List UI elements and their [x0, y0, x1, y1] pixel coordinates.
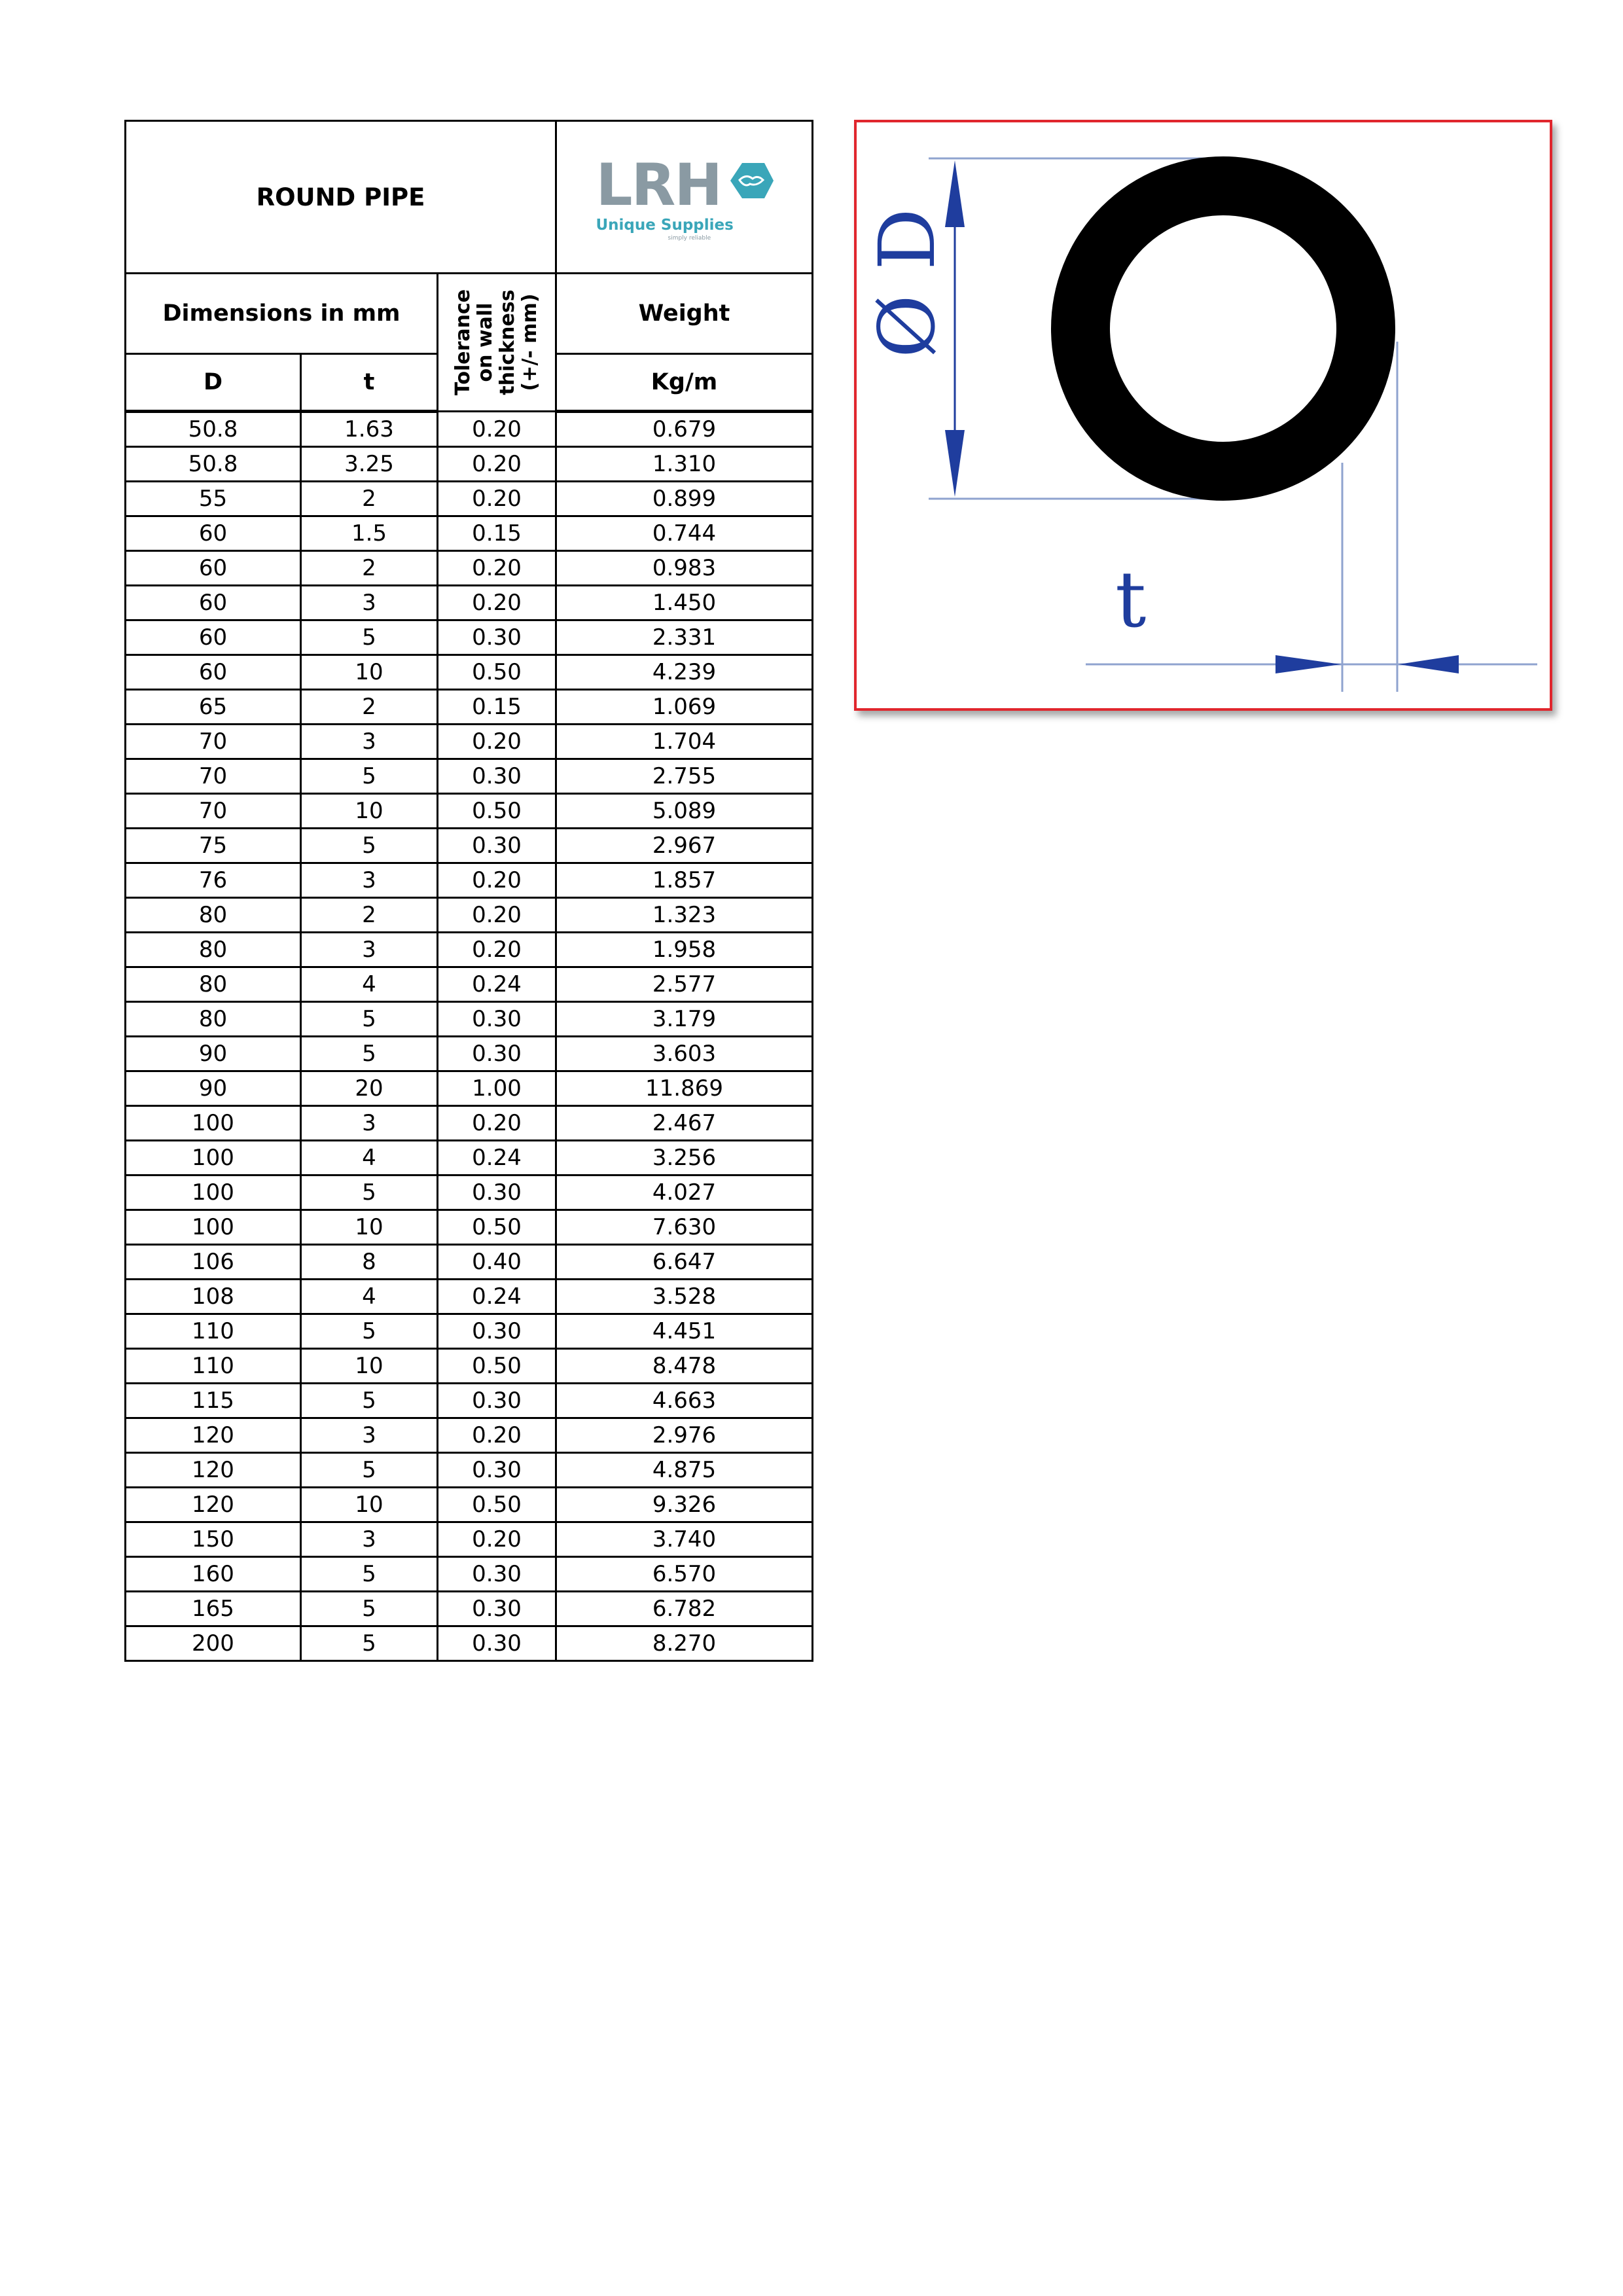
t-cell: 10 [301, 1349, 438, 1384]
d-cell: 75 [126, 829, 301, 863]
weight-cell: 0.983 [556, 551, 813, 586]
d-cell: 110 [126, 1314, 301, 1349]
weight-cell: 6.647 [556, 1245, 813, 1280]
t-cell: 3 [301, 725, 438, 759]
table-row [126, 1488, 813, 1522]
tolerance-cell: 1.00 [438, 1071, 556, 1106]
t-cell: 3 [301, 1106, 438, 1141]
thickness-label: t [1115, 554, 1147, 645]
t-cell: 5 [301, 1626, 438, 1661]
t-cell: 4 [301, 1141, 438, 1175]
weight-header: Weight [556, 274, 813, 354]
d-cell: 50.8 [126, 412, 301, 447]
weight-cell: 2.577 [556, 967, 813, 1002]
table-row [126, 1141, 813, 1175]
tolerance-cell: 0.30 [438, 620, 556, 655]
tolerance-cell: 0.24 [438, 967, 556, 1002]
tolerance-cell: 0.50 [438, 655, 556, 690]
table-row [126, 863, 813, 898]
logo-tagline: simply reliable [668, 235, 711, 242]
tolerance-cell: 0.20 [438, 1106, 556, 1141]
t-cell: 1.5 [301, 516, 438, 551]
weight-cell: 6.782 [556, 1592, 813, 1626]
d-cell: 90 [126, 1037, 301, 1071]
tolerance-header-cell [438, 274, 556, 412]
d-cell: 65 [126, 690, 301, 725]
t-cell: 5 [301, 1453, 438, 1488]
table-row [126, 1626, 813, 1661]
table-row [126, 829, 813, 863]
table-body [126, 412, 813, 1661]
d-cell: 120 [126, 1488, 301, 1522]
tolerance-cell: 0.30 [438, 1002, 556, 1037]
tolerance-cell: 0.20 [438, 586, 556, 620]
tolerance-cell: 0.30 [438, 1037, 556, 1071]
table-row [126, 1384, 813, 1418]
table-row [126, 447, 813, 482]
table-row [126, 1037, 813, 1071]
tolerance-cell: 0.30 [438, 1592, 556, 1626]
table-row [126, 482, 813, 516]
table-row [126, 1314, 813, 1349]
t-cell: 3 [301, 863, 438, 898]
weight-cell: 1.857 [556, 863, 813, 898]
table-row [126, 1071, 813, 1106]
table-row [126, 655, 813, 690]
t-cell: 8 [301, 1245, 438, 1280]
t-cell: 3 [301, 933, 438, 967]
table-row [126, 1280, 813, 1314]
d-cell: 110 [126, 1349, 301, 1384]
table-title: ROUND PIPE [126, 121, 556, 274]
company-logo [590, 151, 779, 243]
d-cell: 150 [126, 1522, 301, 1557]
weight-cell: 1.310 [556, 447, 813, 482]
d-cell: 165 [126, 1592, 301, 1626]
d-cell: 70 [126, 794, 301, 829]
t-cell: 3 [301, 1522, 438, 1557]
t-cell: 4 [301, 1280, 438, 1314]
t-cell: 2 [301, 898, 438, 933]
diagram-drawing [857, 122, 1550, 708]
tolerance-cell: 0.30 [438, 1175, 556, 1210]
table-row [126, 759, 813, 794]
dimensions-header: Dimensions in mm [126, 274, 438, 354]
t-cell: 3 [301, 586, 438, 620]
logo-subtitle: Unique Supplies [596, 217, 734, 234]
tolerance-cell: 0.30 [438, 1626, 556, 1661]
tolerance-cell: 0.24 [438, 1141, 556, 1175]
table-row [126, 1592, 813, 1626]
tolerance-cell: 0.50 [438, 794, 556, 829]
weight-cell: 3.528 [556, 1280, 813, 1314]
t-cell: 4 [301, 967, 438, 1002]
d-cell: 80 [126, 967, 301, 1002]
weight-cell: 11.869 [556, 1071, 813, 1106]
d-cell: 100 [126, 1106, 301, 1141]
diameter-arrow-down-icon [945, 430, 965, 497]
tolerance-cell: 0.30 [438, 1384, 556, 1418]
diameter-label: Ø D [862, 208, 952, 358]
tolerance-header: Tolerance on wall thickness (+/- mm) [452, 289, 541, 396]
t-cell: 5 [301, 1314, 438, 1349]
table-row [126, 1522, 813, 1557]
d-cell: 108 [126, 1280, 301, 1314]
tolerance-cell: 0.20 [438, 933, 556, 967]
t-cell: 5 [301, 1384, 438, 1418]
table-row [126, 1106, 813, 1141]
tolerance-cell: 0.20 [438, 1522, 556, 1557]
weight-cell: 2.331 [556, 620, 813, 655]
d-cell: 60 [126, 655, 301, 690]
handshake-badge-icon [724, 158, 776, 204]
table-row [126, 516, 813, 551]
t-cell: 10 [301, 1210, 438, 1245]
weight-cell: 3.740 [556, 1522, 813, 1557]
d-cell: 100 [126, 1210, 301, 1245]
weight-cell: 2.976 [556, 1418, 813, 1453]
weight-cell: 4.663 [556, 1384, 813, 1418]
weight-cell: 4.239 [556, 655, 813, 690]
t-cell: 5 [301, 1037, 438, 1071]
d-cell: 115 [126, 1384, 301, 1418]
tolerance-cell: 0.20 [438, 898, 556, 933]
pipe-ring [1080, 186, 1366, 471]
t-cell: 10 [301, 655, 438, 690]
d-cell: 160 [126, 1557, 301, 1592]
tolerance-cell: 0.15 [438, 690, 556, 725]
d-cell: 60 [126, 551, 301, 586]
tolerance-cell: 0.30 [438, 1557, 556, 1592]
table-row [126, 794, 813, 829]
t-cell: 5 [301, 829, 438, 863]
d-cell: 80 [126, 1002, 301, 1037]
weight-cell: 1.323 [556, 898, 813, 933]
weight-cell: 5.089 [556, 794, 813, 829]
thickness-arrow-right-icon [1275, 655, 1341, 673]
table-row [126, 967, 813, 1002]
weight-cell: 3.179 [556, 1002, 813, 1037]
d-cell: 100 [126, 1175, 301, 1210]
weight-cell: 1.069 [556, 690, 813, 725]
weight-cell: 3.603 [556, 1037, 813, 1071]
d-column-header: D [126, 354, 301, 412]
weight-cell: 0.899 [556, 482, 813, 516]
t-cell: 5 [301, 1175, 438, 1210]
logo-letters: LRH [596, 151, 721, 219]
weight-cell: 7.630 [556, 1210, 813, 1245]
tolerance-cell: 0.24 [438, 1280, 556, 1314]
weight-cell: 0.679 [556, 412, 813, 447]
tolerance-cell: 0.20 [438, 447, 556, 482]
weight-cell: 4.875 [556, 1453, 813, 1488]
weight-cell: 2.755 [556, 759, 813, 794]
round-pipe-spec-table [124, 120, 813, 1662]
t-cell: 5 [301, 759, 438, 794]
tolerance-cell: 0.30 [438, 829, 556, 863]
table-row [126, 620, 813, 655]
d-cell: 106 [126, 1245, 301, 1280]
t-column-header: t [301, 354, 438, 412]
tolerance-cell: 0.20 [438, 551, 556, 586]
d-cell: 120 [126, 1453, 301, 1488]
t-cell: 3.25 [301, 447, 438, 482]
weight-cell: 9.326 [556, 1488, 813, 1522]
d-cell: 200 [126, 1626, 301, 1661]
weight-cell: 1.704 [556, 725, 813, 759]
weight-cell: 3.256 [556, 1141, 813, 1175]
d-cell: 76 [126, 863, 301, 898]
table-row [126, 933, 813, 967]
tolerance-cell: 0.20 [438, 725, 556, 759]
tolerance-cell: 0.15 [438, 516, 556, 551]
t-cell: 5 [301, 1592, 438, 1626]
table-row [126, 1175, 813, 1210]
table-row [126, 1002, 813, 1037]
d-cell: 60 [126, 620, 301, 655]
weight-cell: 0.744 [556, 516, 813, 551]
table-row [126, 1349, 813, 1384]
d-cell: 60 [126, 516, 301, 551]
tolerance-cell: 0.40 [438, 1245, 556, 1280]
weight-cell: 4.451 [556, 1314, 813, 1349]
logo-cell [556, 121, 813, 274]
t-cell: 1.63 [301, 412, 438, 447]
table-row [126, 412, 813, 447]
weight-cell: 4.027 [556, 1175, 813, 1210]
weight-cell: 8.478 [556, 1349, 813, 1384]
d-cell: 70 [126, 759, 301, 794]
tolerance-cell: 0.20 [438, 1418, 556, 1453]
t-cell: 2 [301, 482, 438, 516]
t-cell: 20 [301, 1071, 438, 1106]
tolerance-cell: 0.30 [438, 1453, 556, 1488]
table-row [126, 1210, 813, 1245]
table-row [126, 1245, 813, 1280]
table-row [126, 690, 813, 725]
weight-cell: 2.467 [556, 1106, 813, 1141]
t-cell: 2 [301, 690, 438, 725]
table-row [126, 1418, 813, 1453]
t-cell: 3 [301, 1418, 438, 1453]
d-cell: 90 [126, 1071, 301, 1106]
thickness-arrow-left-icon [1399, 655, 1459, 673]
d-cell: 55 [126, 482, 301, 516]
table-row [126, 1557, 813, 1592]
weight-cell: 1.958 [556, 933, 813, 967]
t-cell: 2 [301, 551, 438, 586]
d-cell: 100 [126, 1141, 301, 1175]
tolerance-cell: 0.20 [438, 412, 556, 447]
d-cell: 80 [126, 933, 301, 967]
d-cell: 80 [126, 898, 301, 933]
tolerance-cell: 0.50 [438, 1210, 556, 1245]
tolerance-cell: 0.20 [438, 863, 556, 898]
pipe-cross-section-diagram [854, 120, 1552, 711]
t-cell: 5 [301, 1557, 438, 1592]
tolerance-cell: 0.50 [438, 1349, 556, 1384]
table-row [126, 898, 813, 933]
d-cell: 70 [126, 725, 301, 759]
tolerance-cell: 0.30 [438, 1314, 556, 1349]
t-cell: 10 [301, 1488, 438, 1522]
tolerance-cell: 0.20 [438, 482, 556, 516]
t-cell: 5 [301, 620, 438, 655]
weight-unit-header: Kg/m [556, 354, 813, 412]
table-row [126, 725, 813, 759]
table-row [126, 1453, 813, 1488]
tolerance-cell: 0.50 [438, 1488, 556, 1522]
table-row [126, 586, 813, 620]
d-cell: 60 [126, 586, 301, 620]
tolerance-cell: 0.30 [438, 759, 556, 794]
weight-cell: 2.967 [556, 829, 813, 863]
table-row [126, 551, 813, 586]
d-cell: 50.8 [126, 447, 301, 482]
d-cell: 120 [126, 1418, 301, 1453]
t-cell: 10 [301, 794, 438, 829]
weight-cell: 1.450 [556, 586, 813, 620]
t-cell: 5 [301, 1002, 438, 1037]
weight-cell: 8.270 [556, 1626, 813, 1661]
weight-cell: 6.570 [556, 1557, 813, 1592]
